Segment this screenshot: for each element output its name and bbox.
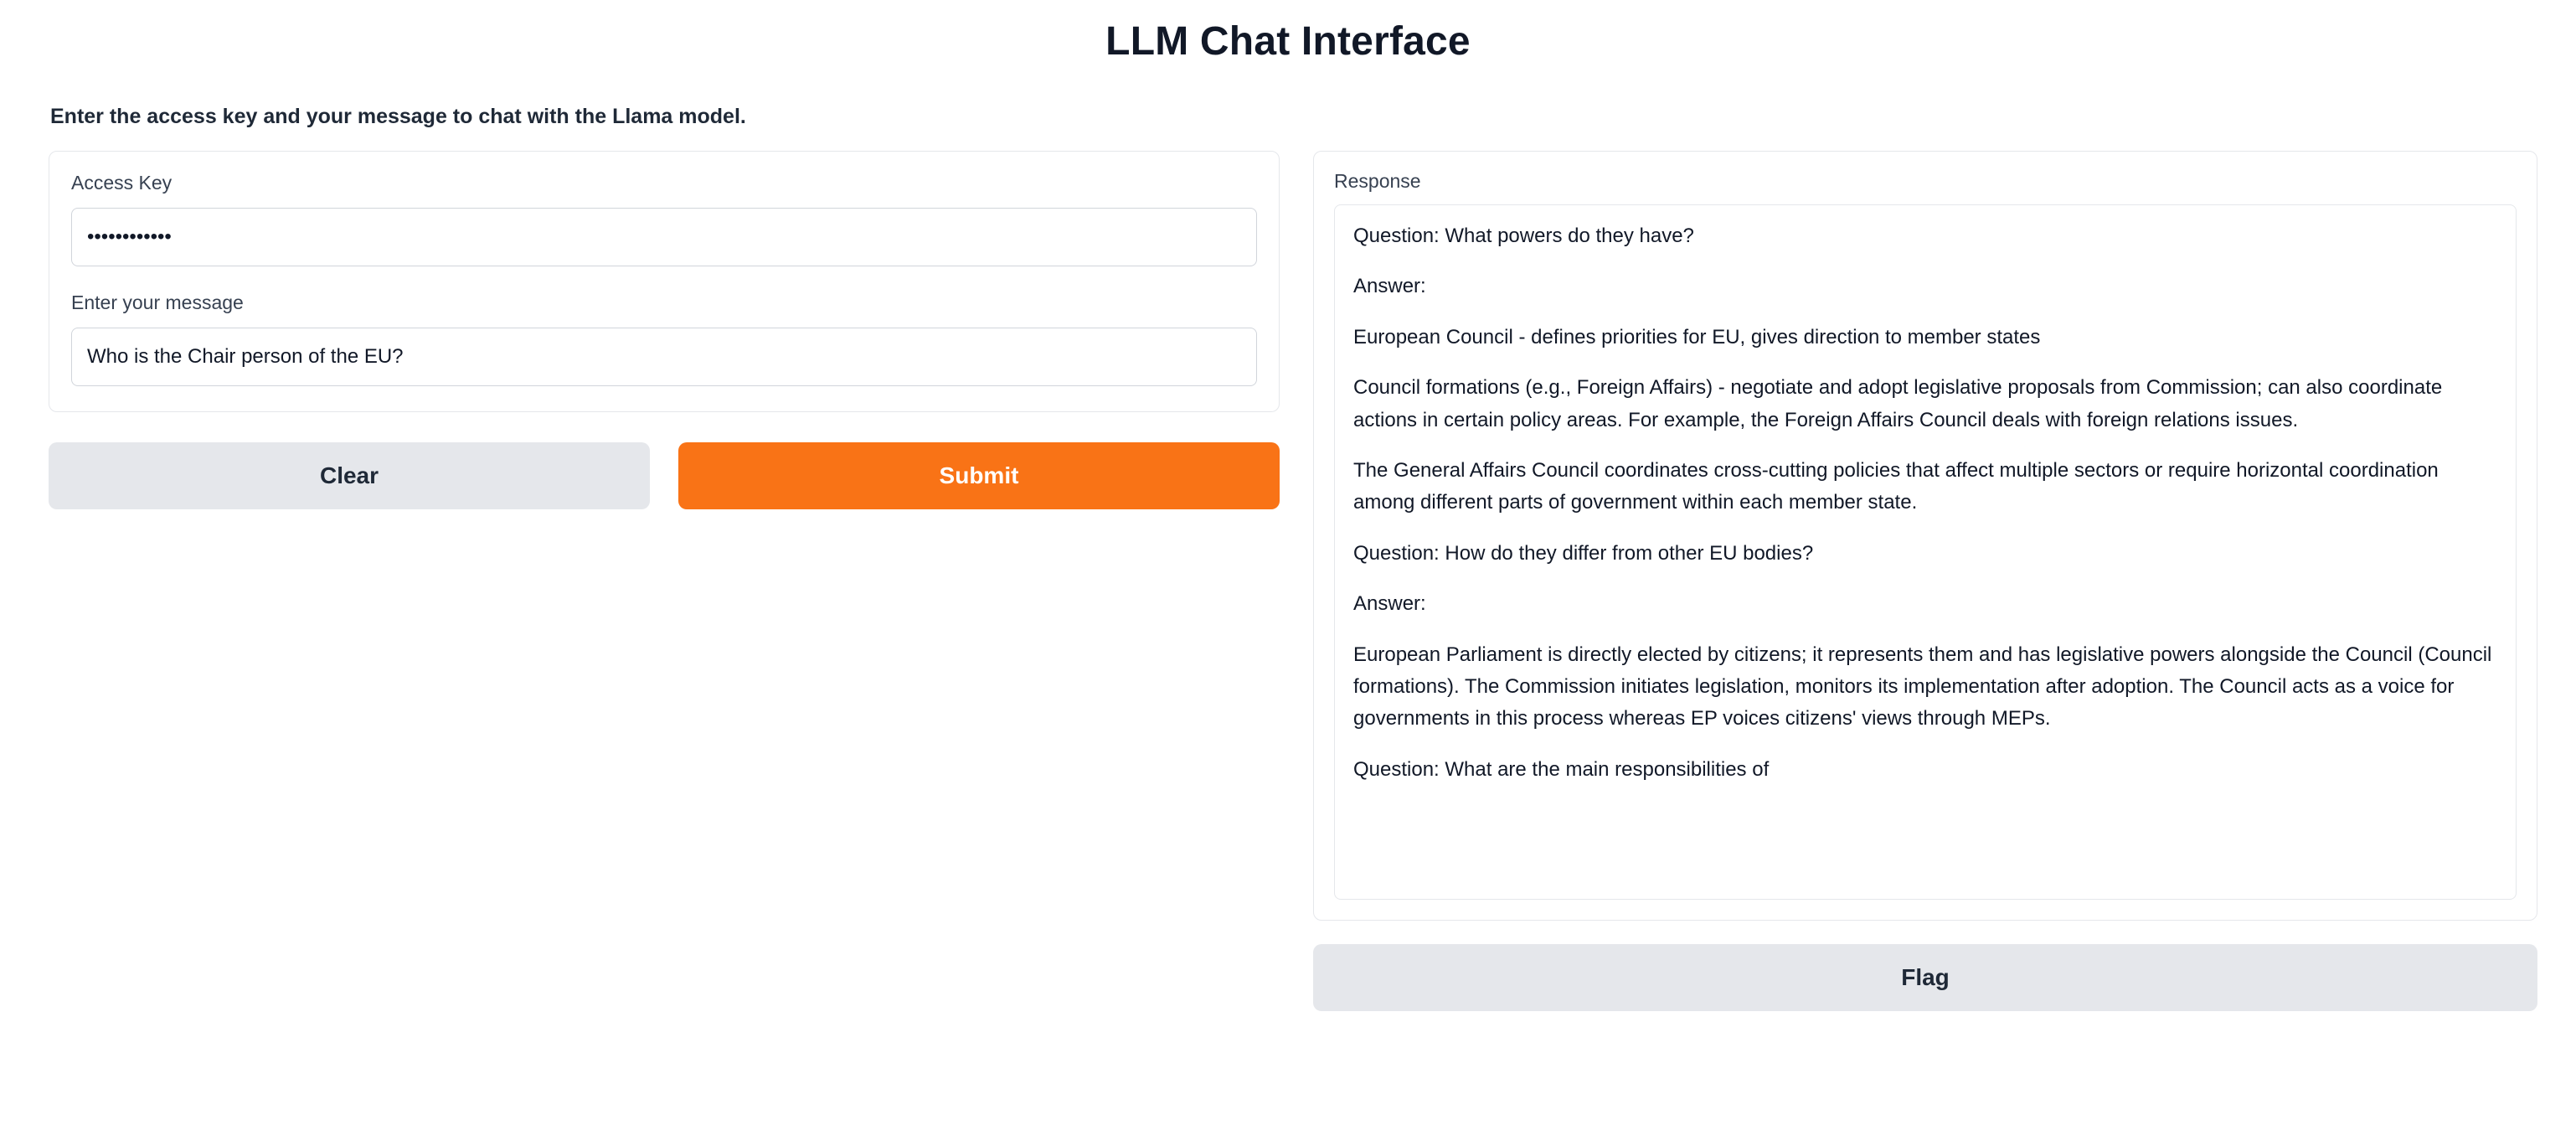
response-paragraph: Question: How do they differ from other EU bodies?	[1353, 541, 1814, 565]
access-key-input[interactable]	[71, 208, 1257, 266]
response-paragraph: European Parliament is directly elected by citizens; it represents them and has legislative powers alongside the Council (Council formations). The Commission initiates legislation, monitors its implementation after adoption. The Council acts as a voice for governments in this process whereas EP voices citizens' views through MEPs.	[1353, 643, 2492, 730]
submit-button[interactable]: Submit	[678, 442, 1280, 509]
response-panel	[1313, 151, 2537, 921]
response-column	[1313, 151, 2537, 1011]
action-buttons	[49, 442, 1280, 509]
response-paragraph: Question: What are the main responsibilities of	[1353, 757, 1770, 781]
input-column	[49, 151, 1280, 509]
response-paragraph: Council formations (e.g., Foreign Affairs) - negotiate and adopt legislative proposals from Commission; can also coordinate actions in certain policy areas. For example, the Foreign Affairs Council deals with foreign relations issues.	[1353, 376, 2443, 431]
app-root	[0, 18, 2576, 1146]
message-input[interactable]	[71, 328, 1257, 386]
response-textarea[interactable]	[1334, 204, 2517, 900]
flag-button[interactable]: Flag	[1313, 944, 2537, 1011]
response-label: Response	[1334, 170, 1421, 192]
response-paragraph: European Council - defines priorities for EU, gives direction to member states	[1353, 325, 2041, 348]
response-paragraph: The General Affairs Council coordinates cross-cutting policies that affect multiple sectors or require horizontal coordination among different parts of government within each member state.	[1353, 458, 2439, 514]
clear-button[interactable]: Clear	[49, 442, 650, 509]
main-columns	[0, 151, 2576, 1011]
response-paragraph: Answer:	[1353, 592, 1426, 616]
input-panel	[49, 151, 1280, 412]
page-title: LLM Chat Interface	[1105, 19, 1471, 64]
message-label: Enter your message	[71, 292, 244, 313]
access-key-label: Access Key	[71, 172, 173, 194]
response-paragraph: Answer:	[1353, 275, 1426, 298]
response-paragraph: Question: What powers do they have?	[1353, 225, 1694, 247]
page-subtitle: Enter the access key and your message to chat with the Llama model.	[50, 105, 746, 128]
